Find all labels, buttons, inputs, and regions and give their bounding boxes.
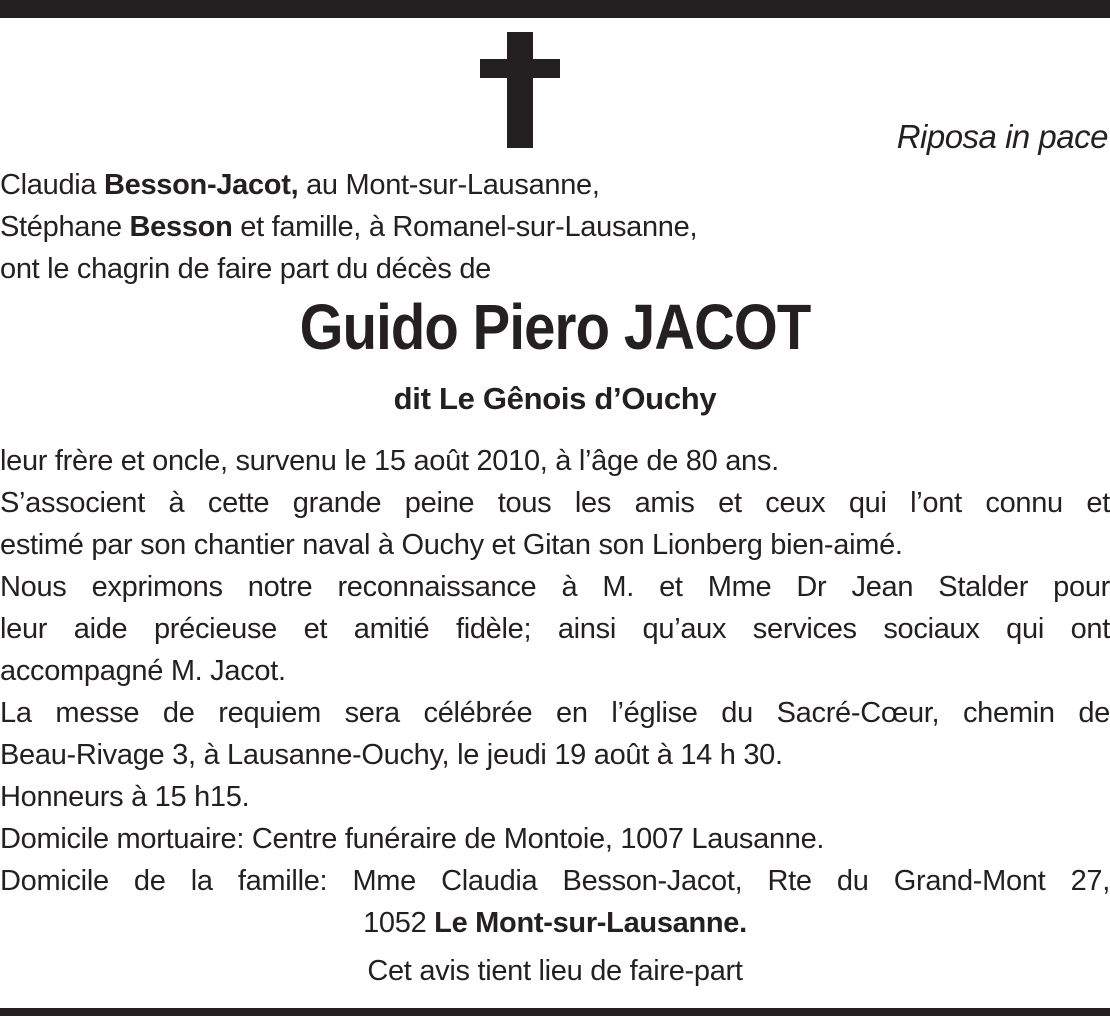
mourner-residence: et famille, à Romanel-sur-Lausanne, [232,211,698,243]
postal-code: 1052 [363,907,435,939]
deceased-name: Guido Piero JACOT [299,291,811,363]
announcement-line: ont le chagrin de faire part du décès de [0,253,491,285]
body-line: estimé par son chantier naval à Ouchy et Gitan son Lionberg bien-aimé. [0,529,903,561]
mourners-intro [0,164,1110,290]
body-line: Nous exprimons notre reconnaissance à M. et Mme Dr Jean Stalder pour [0,571,1110,603]
notice-body [0,440,1110,944]
deceased-alias: dit Le Gênois d’Ouchy [393,381,717,416]
body-line: S’associent à cette grande peine tous les amis et ceux qui l’ont connu et [0,487,1110,519]
bottom-rule [0,1008,1110,1016]
body-line: leur frère et oncle, survenu le 15 août 2010, à l’âge de 80 ans. [0,445,779,477]
body-line: Domicile de la famille: Mme Claudia Besson-Jacot, Rte du Grand-Mont 27, [0,865,1110,897]
mourner-line [0,164,1110,206]
body-line: Domicile mortuaire: Centre funéraire de Montoie, 1007 Lausanne. [0,823,825,855]
family-city-line [0,902,1110,944]
city-name: Le Mont-sur-Lausanne. [434,907,747,939]
body-line: leur aide précieuse et amitié fidèle; ainsi qu’aux services sociaux qui ont [0,613,1110,645]
mourner-last-name: Besson-Jacot, [104,169,299,201]
faire-part-notice: Cet avis tient lieu de faire-part [367,955,743,987]
mourner-first-name: Claudia [0,169,104,201]
mourner-last-name: Besson [129,211,233,243]
notice-content [0,18,1110,992]
body-line: accompagné M. Jacot. [0,655,286,687]
mourner-line [0,206,1110,248]
body-line: Honneurs à 15 h15. [0,781,250,813]
body-line: La messe de requiem sera célébrée en l’église du Sacré-Cœur, chemin de [0,697,1110,729]
motto-text: Riposa in pace [896,118,1108,155]
mourner-first-name: Stéphane [0,211,130,243]
mourner-residence: au Mont-sur-Lausanne, [298,169,600,201]
top-rule [0,0,1110,18]
body-line: Beau-Rivage 3, à Lausanne-Ouchy, le jeudi 19 août à 14 h 30. [0,739,783,771]
